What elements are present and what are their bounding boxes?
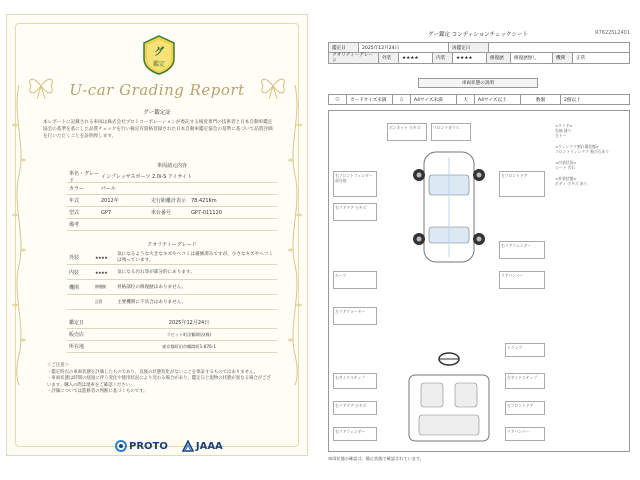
jaaa-mark-icon	[182, 440, 194, 452]
quality-text: 骨格部位の修復歴はありません。	[117, 285, 187, 290]
spec-label: 車台番号	[151, 210, 172, 216]
proto-mark-icon	[115, 440, 127, 452]
certificate-notes	[47, 363, 273, 396]
grade-label: クオリティーグレード	[329, 53, 379, 63]
car-interior-view-icon	[399, 373, 499, 443]
issue-label: 販売店	[69, 332, 85, 338]
notes-title: ＜ご注意＞	[47, 363, 69, 368]
quality-text: 気になる汚れ等が部分的にあります。	[117, 270, 195, 275]
issue-row-shop	[67, 329, 277, 341]
spec-value: GP7-011120	[191, 209, 222, 216]
condition-legend	[328, 94, 630, 105]
condition-note-box: ルーフ	[333, 271, 377, 289]
issue-row-address	[67, 341, 277, 353]
jaaa-logo	[182, 440, 223, 452]
grading-certificate	[6, 14, 308, 456]
quality-label: 機関	[69, 284, 80, 291]
spec-label: 車名・グレード	[69, 170, 100, 184]
spec-label: 年式	[69, 198, 80, 204]
spec-label: 走行距離計表示	[151, 198, 187, 204]
legend-symbol: △	[393, 95, 411, 104]
sheet-code: R76225L2401	[595, 30, 630, 36]
spec-row-remarks	[67, 219, 277, 231]
condition-header: 車両状態の説明	[418, 78, 538, 88]
date-label: 鑑定日	[329, 43, 359, 52]
quality-label: 内装	[69, 269, 80, 276]
summary-note: <ウィンドウ割れ傷状態>	[555, 144, 600, 149]
proto-logo	[115, 440, 168, 452]
condition-note-box: 左リアクォーター	[333, 307, 377, 325]
certificate-title: U-car Grading Report	[69, 81, 245, 99]
car-top-view-icon	[399, 147, 499, 267]
condition-summary-notes	[555, 123, 629, 186]
spec-label: 型式	[69, 210, 80, 216]
certificate-subtitle: グー鑑定証	[143, 110, 171, 116]
issue-info-table	[67, 317, 277, 353]
issue-value: ラビット町田鶴間店(株)	[166, 331, 212, 337]
condition-note-box: 右リアドア 小キズ	[333, 203, 377, 221]
condition-note-box: リアバンパー	[505, 427, 545, 441]
spec-label: カラー	[69, 186, 85, 192]
summary-note: <外装状態>	[555, 176, 577, 181]
svg-text:鑑定: 鑑定	[152, 61, 166, 68]
date-value: 2025年12月24日	[359, 43, 449, 52]
legend-symbol: 数個	[521, 95, 561, 104]
condition-note-box: リアバンパー	[499, 271, 545, 289]
redate-value	[489, 43, 629, 52]
quality-row	[67, 250, 277, 265]
note-item: ・評価については監修者の判断に基づくものです。	[47, 389, 148, 395]
spec-label: 備考	[69, 222, 80, 228]
issue-label: 所在地	[69, 344, 85, 350]
engine-label: 機関	[553, 53, 573, 63]
issue-label: 鑑定日	[69, 320, 85, 326]
vehicle-condition-diagram	[328, 110, 630, 452]
jaaa-logo-text: JAAA	[195, 440, 223, 452]
steering-wheel-icon	[437, 351, 461, 365]
repair-label: 修復歴	[487, 53, 511, 63]
quality-stars: ★★★★	[95, 269, 108, 275]
quality-text: 気になるような大きなキズやヘコミは補修済みですが、小さなキズやヘコミは残っています。	[117, 252, 274, 263]
quality-row	[67, 265, 277, 280]
int-stars: ★★★★	[453, 53, 487, 63]
quality-stars: 修復無	[95, 284, 106, 289]
spec-value: 78,421Km	[191, 197, 217, 204]
spec-row-name	[67, 171, 277, 183]
condition-note-box: 右リアフェンダー	[333, 427, 377, 441]
legend-symbol: ○	[329, 95, 347, 104]
goo-appraisal-badge-icon	[142, 35, 176, 75]
condition-note-box: 左フロントドア	[499, 171, 545, 197]
svg-text:グ: グ	[154, 47, 164, 58]
spec-value: 2012年	[101, 198, 119, 204]
left-vine-ornament	[10, 85, 28, 385]
quality-stars: ★★★★	[95, 254, 108, 260]
spec-row-model	[67, 207, 277, 219]
engine-value: 正常	[576, 56, 586, 61]
condition-note-box: 左サイドステップ	[505, 373, 545, 389]
right-vine-ornament	[286, 85, 304, 385]
quality-stars: 正常	[95, 299, 102, 304]
legend-text: 2個以上	[564, 97, 581, 103]
summary-note: シート 汚れ	[555, 165, 576, 170]
int-label: 内装	[433, 53, 453, 63]
sheet-footer: 車両状態の確認は、静止状態で確認されています。	[328, 456, 424, 461]
summary-row-grades	[328, 53, 630, 64]
repair-value: 修復歴無し	[511, 53, 553, 63]
redate-label: 再鑑定日	[449, 43, 489, 52]
summary-note: 先端 減り	[555, 128, 572, 133]
ext-label: 外装	[379, 53, 399, 63]
proto-logo-text: PROTO	[129, 440, 168, 452]
spec-value: GP7	[101, 209, 112, 216]
sheet-title: グー鑑定 コンディションチェックシート	[427, 32, 529, 38]
issue-value: 2025年12月24日	[168, 320, 210, 326]
summary-note: <タイヤ>	[555, 123, 573, 128]
note-item: ・鑑定時点の車両状態を評価したものであり、以後の状態変化がないことを保証するものではありません。	[47, 369, 259, 375]
condition-note-box: 左フロントドア	[505, 401, 545, 415]
legend-text: A4サイズ以上	[475, 95, 521, 104]
note-item: ・車両状態は時間の経過に伴う変化や使用状況により変わる場合があり、鑑定日と現物の状態が異なる場合がございます。購入の際は現車をご確認ください。	[47, 376, 271, 388]
condition-note-box: 右リアドア 小キズ	[333, 401, 377, 415]
summary-note: フロントウィンドウ 飛び石あり	[555, 149, 610, 154]
spec-value: パール	[101, 186, 116, 192]
quality-section-title: クオリティーグレード	[147, 242, 197, 248]
condition-check-sheet	[322, 30, 634, 470]
condition-note-box: 右リアフェンダー	[499, 241, 545, 259]
certificate-intro: 本レポートに記載される車両は株式会社プロトコーポレーションが委託する検査専門の技術者と日本自動車鑑定協会の基準を基にした品質チェックを行い検定有資格登録された日本自動車鑑定協会の基準に基づいて品質評価を行いただくことを証明致します。	[43, 120, 273, 139]
issue-value: 東京都町田市鶴間町1-876-1	[161, 343, 217, 349]
sheet-summary-grid	[328, 42, 630, 64]
quality-row	[67, 295, 277, 310]
condition-note-box: トランク	[505, 343, 545, 357]
quality-text: 主要機関に不具合はありません。	[117, 300, 187, 305]
condition-note-box: 右フロントフェンダー 部分的	[333, 171, 377, 197]
quality-grade-table	[67, 239, 277, 310]
summary-note: 左トー	[555, 133, 567, 138]
condition-note-box: フロントガラス	[431, 123, 471, 141]
spec-value: インプレッサスポーツ 2.0i-S アイサイト	[101, 174, 193, 180]
issue-row-date	[67, 317, 277, 329]
condition-note-box: ボンネット 小キズ	[387, 123, 427, 141]
legend-symbol: 大	[457, 95, 475, 104]
legend-text: A4サイズ未満	[411, 95, 457, 104]
vehicle-specs-table	[67, 160, 277, 231]
summary-note: <内装状況>	[555, 160, 577, 165]
legend-text: カードサイズ未満	[347, 95, 393, 104]
ext-stars: ★★★★	[399, 53, 433, 63]
vehicle-section-title: 車両諸元内容	[156, 163, 187, 169]
spec-row-year	[67, 195, 277, 207]
certificate-logos	[115, 440, 223, 452]
condition-note-box: 右サイドステップ	[333, 373, 377, 389]
quality-label: 外装	[69, 254, 80, 261]
quality-row	[67, 280, 277, 295]
spec-row-color	[67, 183, 277, 195]
summary-note: ボディ 小キズ あり	[555, 181, 588, 186]
